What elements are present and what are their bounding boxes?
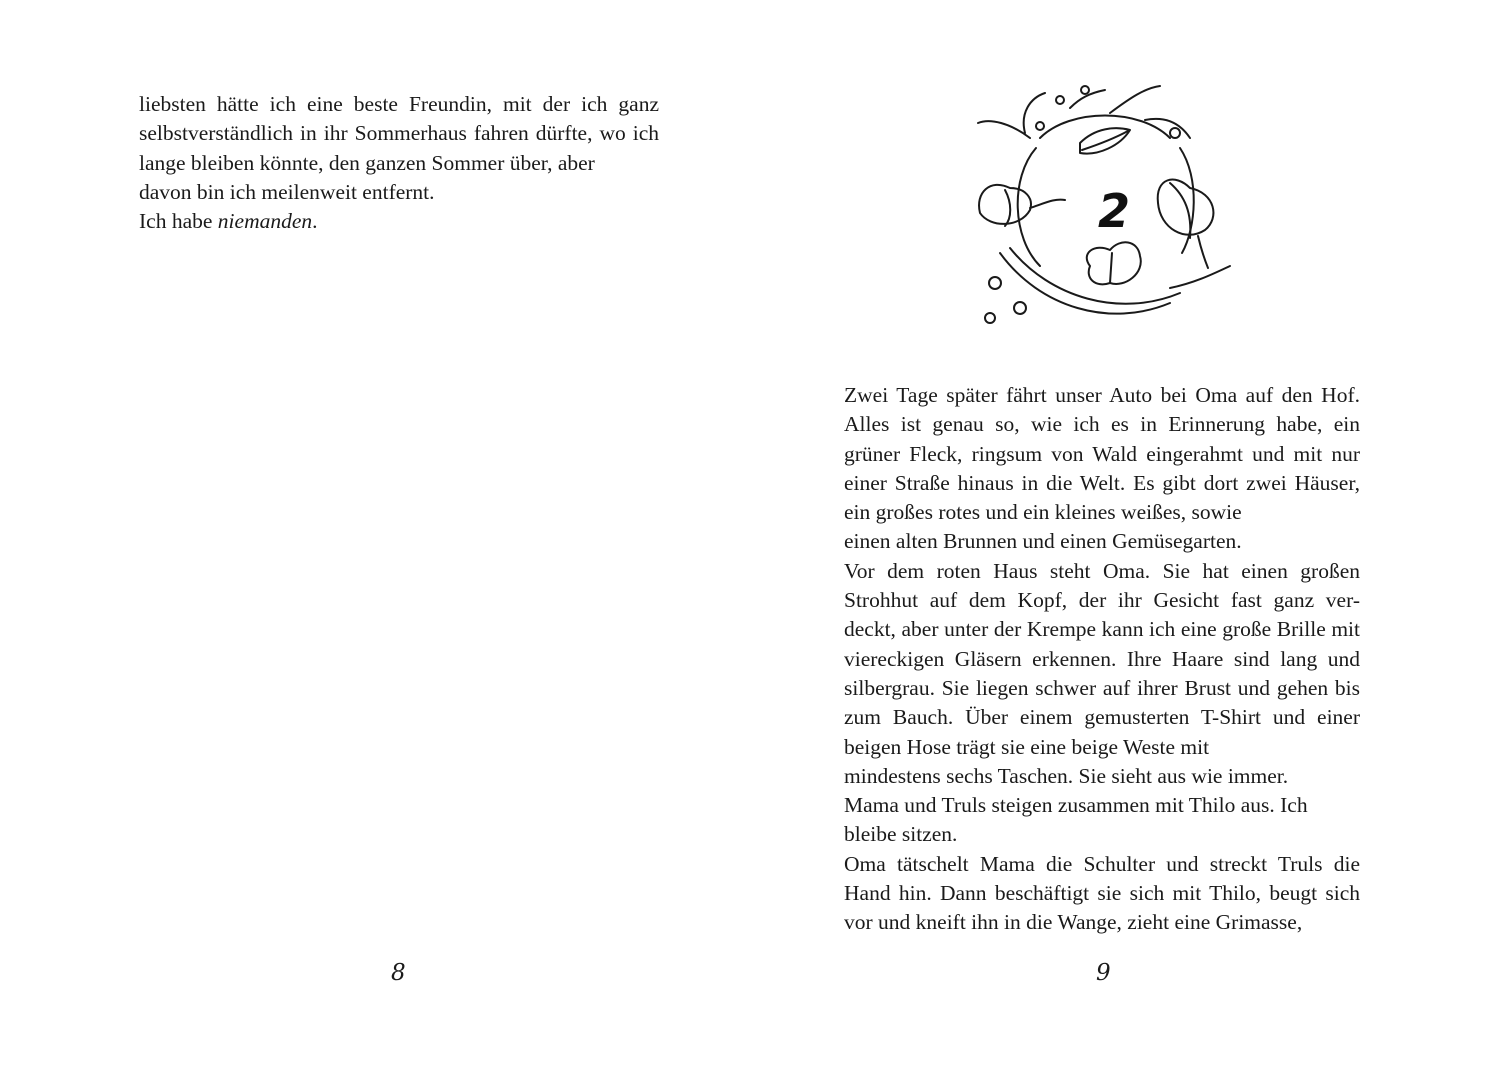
chapter-number: 2 <box>1097 184 1130 238</box>
left-paragraph-2 <box>139 207 659 236</box>
text-line: einen alten Brunnen und einen Gemüsegarten. <box>844 529 1242 554</box>
right-paragraph-4 <box>844 850 1360 938</box>
text-prefix: Ich habe <box>139 209 218 234</box>
page-number-left: 8 <box>391 960 406 986</box>
right-paragraph-2 <box>844 557 1360 762</box>
text-line: Alles ist genau so, wie ich es in Erinnerung habe, ein <box>844 412 1360 437</box>
text-line: deckt, aber unter der Krempe kann ich eine große Brille <box>844 617 1326 642</box>
text-line: selbstverständlich in ihr Sommerhaus fahren dürfte, wo <box>139 121 626 146</box>
text-line: vor und kneift ihn in die Wange, zieht eine Grimasse, <box>844 910 1303 935</box>
left-page-text <box>139 90 659 236</box>
text-line: und silbergrau. Sie liegen schwer auf ihrer Brust und <box>844 646 1361 700</box>
text-line: Mama und Truls steigen zusammen mit Thilo aus. Ich <box>844 793 1308 818</box>
text-line: mindestens sechs Taschen. Sie sieht aus wie immer. <box>844 763 1289 788</box>
text-line: Hand hin. Dann beschäftigt sie sich mit Thilo, beugt sich <box>844 881 1360 906</box>
text-line: Strohhut auf dem Kopf, der ihr Gesicht fast ganz ver- <box>844 588 1360 613</box>
left-paragraph-1-end <box>139 178 659 207</box>
text-line: grüner Fleck, ringsum von Wald eingerahmt und mit <box>844 441 1323 466</box>
right-paragraph-3-end <box>844 820 1360 849</box>
text-suffix: . <box>312 209 318 234</box>
text-line: davon bin ich meilenweit entfernt. <box>139 179 435 204</box>
text-line: Häuser, ein großes rotes und ein kleines weißes, sowie <box>844 470 1361 525</box>
text-line: liebsten hätte ich eine beste Freundin, mit der ich ganz <box>139 92 659 116</box>
emphasized-word: niemanden <box>217 209 313 234</box>
right-paragraph-1-end <box>844 527 1360 556</box>
text-line: mit viereckigen Gläsern erkennen. Ihre Haare sind lang <box>844 617 1360 671</box>
right-paragraph-1 <box>844 381 1360 527</box>
text-line: nur einer Straße hinaus in die Welt. Es gibt dort zwei <box>844 441 1361 495</box>
text-line: ich lange bleiben könnte, den ganzen Sommer über, aber <box>139 121 659 175</box>
left-paragraph-1 <box>139 90 659 178</box>
text-line: Oma tätschelt Mama die Schulter und streckt Truls die <box>844 851 1360 876</box>
text-line: bleibe sitzen. <box>844 822 958 847</box>
right-paragraph-2-end <box>844 762 1360 791</box>
page-number-right: 9 <box>1096 960 1111 986</box>
text-line: Zwei Tage später fährt unser Auto bei Oma auf den Hof. <box>844 383 1360 407</box>
text-line: Vor dem roten Haus steht Oma. Sie hat einen großen <box>844 558 1360 583</box>
right-page-text <box>844 381 1360 938</box>
right-page <box>750 0 1500 1086</box>
right-paragraph-3 <box>844 791 1360 820</box>
text-line: und einer beigen Hose trägt sie eine beige Weste mit <box>844 705 1360 759</box>
text-line: gehen bis zum Bauch. Über einem gemusterten T-Shirt <box>844 675 1360 730</box>
chapter-ornament <box>970 78 1260 348</box>
